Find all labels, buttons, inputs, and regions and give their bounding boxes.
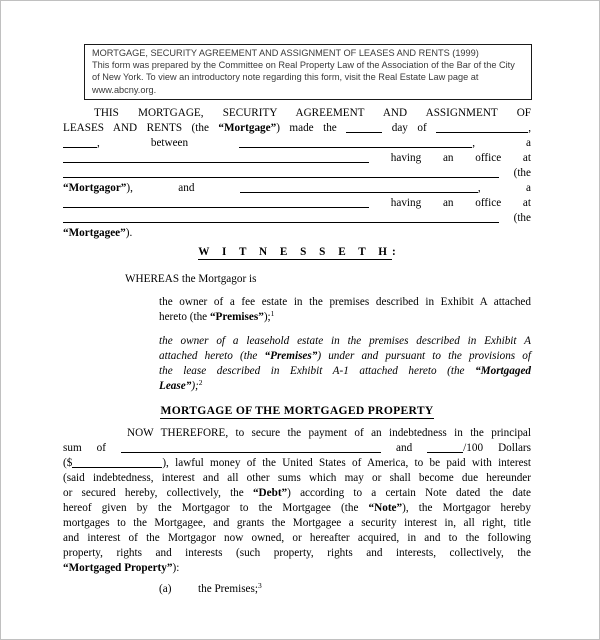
text-line: the owner of a fee estate in the premises described in Exhibit A attached — [159, 295, 531, 308]
clause-fee-estate — [159, 295, 531, 325]
text-line: , between , a — [63, 136, 531, 151]
text-line: LEASES AND RENTS (the “Mortgage”) made the day of , — [63, 121, 531, 134]
notice-body: This form was prepared by the Committee on Real Property Law of the Association of the Bar of the City of New York. To view an introductory note regarding this form, visit the Real Estate Law page at www.abcny.org. — [92, 60, 515, 95]
document-body — [63, 106, 531, 597]
section-heading-text: MORTGAGE OF THE MORTGAGED PROPERTY — [160, 403, 434, 417]
text-line: (the — [63, 211, 531, 226]
text-line: the owner of a leasehold estate in the premises described in Exhibit A — [159, 334, 531, 347]
clause-leasehold — [159, 334, 531, 394]
text-line: “Mortgagee”). — [63, 226, 133, 239]
text-line: (said indebtedness, interest and all other sums which may or shall become due hereunder — [63, 471, 531, 484]
item-a-text: the Premises;$^3$ — [198, 580, 262, 595]
witnesseth-word: W I T N E S S E T H — [198, 245, 393, 258]
list-item-a — [159, 582, 531, 597]
text-line: hereto (the “Premises”);$^1$ — [159, 308, 275, 323]
item-a-label: (a) — [159, 582, 172, 595]
text-line: “Mortgagor”), and , a — [63, 181, 531, 194]
whereas-line: WHEREAS the Mortgagor is — [125, 272, 257, 285]
text-line: NOW THEREFORE, to secure the payment of an indebtedness in the principal — [127, 426, 531, 439]
text-line: having an office at — [63, 196, 531, 211]
section-heading — [63, 403, 531, 418]
text-line: having an office at — [63, 151, 531, 166]
text-line: sum of and /100 Dollars — [63, 441, 532, 454]
text-line: and interest of the Mortgagor now owned, or hereafter acquired, in and to the following — [63, 531, 531, 544]
text-line: “Mortgaged Property”): — [63, 561, 180, 574]
text-line: ($ ), lawful money of the United States of America, to be paid with interest — [63, 456, 531, 469]
text-line: the lease described in Exhibit A-1 attached hereto (the “Mortgaged — [159, 364, 531, 377]
notice-title: MORTGAGE, SECURITY AGREEMENT AND ASSIGNMENT OF LEASES AND RENTS (1999) — [92, 48, 479, 58]
text-line: or secured hereby, collectively, the “Debt”) according to a certain Note dated the date — [63, 486, 531, 499]
text-line: property, rights and interests (such property, rights and interests, collectively, the — [63, 546, 531, 559]
text-line: Lease”);$^2$ — [159, 377, 203, 392]
witnesseth-heading — [63, 245, 531, 260]
intro-paragraph — [63, 106, 531, 241]
text-line: (the — [63, 166, 531, 181]
text-line: THIS MORTGAGE, SECURITY AGREEMENT AND ASSIGNMENT OF — [94, 106, 531, 119]
text-line: hereof given by the Mortgagor to the Mortgagee (the “Note”), the Mortgagor hereby — [63, 501, 531, 514]
form-notice-box — [84, 44, 532, 100]
now-therefore-paragraph — [63, 426, 531, 576]
witnesseth-colon: : — [392, 245, 396, 258]
text-line: attached hereto (the “Premises”) under and pursuant to the provisions of — [159, 349, 531, 362]
text-line: mortgages to the Mortgagee, and grants the Mortgagee a security interest in, all right, title — [63, 516, 531, 529]
